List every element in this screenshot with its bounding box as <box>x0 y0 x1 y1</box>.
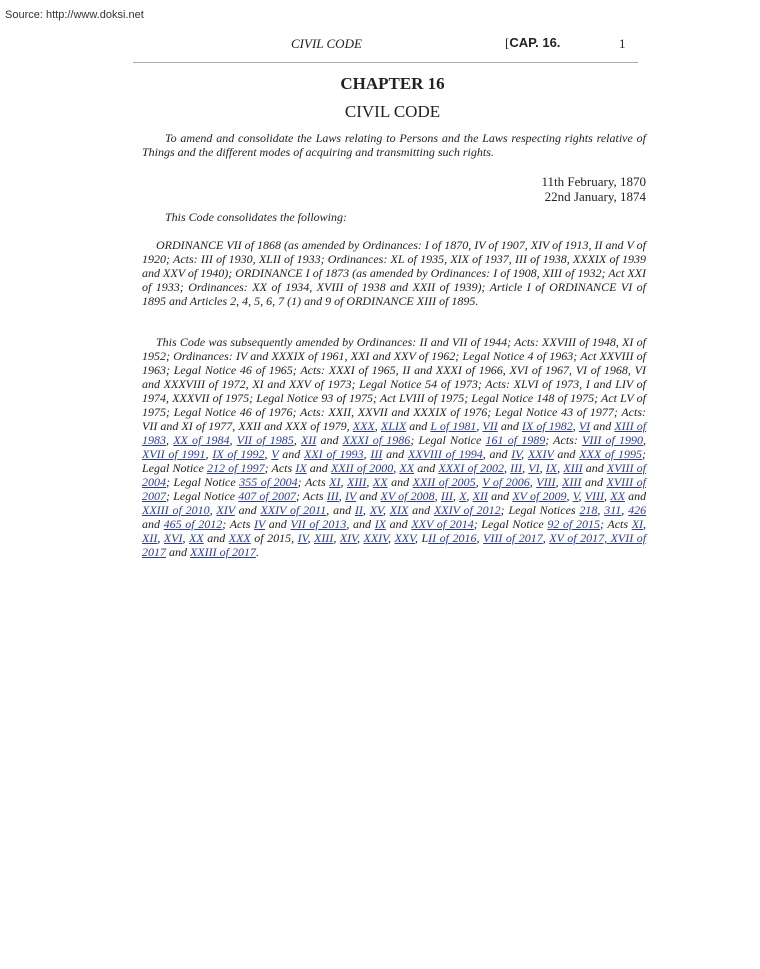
amendment-link[interactable]: XX <box>189 531 204 545</box>
amendment-link[interactable]: II of 2016 <box>428 531 477 545</box>
amendment-text: , <box>166 433 174 447</box>
amendment-link[interactable]: XXXI of 2002 <box>438 461 504 475</box>
amendment-text: ; Acts <box>295 489 327 503</box>
amendment-text: , <box>555 475 563 489</box>
amendment-text: , <box>557 461 564 475</box>
amendment-link[interactable]: XVI <box>163 531 183 545</box>
amendment-text: , <box>382 503 390 517</box>
amendment-link[interactable]: XIII <box>562 475 582 489</box>
amendment-text: and <box>316 433 343 447</box>
amendment-link[interactable]: VII of 2013 <box>290 517 347 531</box>
amendment-link[interactable]: V <box>271 447 279 461</box>
consolidates-intro: This Code consolidates the following: <box>165 210 347 224</box>
amendment-link[interactable]: XIII <box>563 461 583 475</box>
amendment-link[interactable]: IX of 1992 <box>212 447 265 461</box>
amendment-text: , <box>209 503 217 517</box>
amendment-text: ; Legal Notice <box>473 517 548 531</box>
amendment-text: , <box>521 447 528 461</box>
amendment-text: , <box>340 475 348 489</box>
amendment-link[interactable]: XX of 1984 <box>173 433 230 447</box>
amendment-link[interactable]: XIV <box>339 531 357 545</box>
amendment-link[interactable]: XII <box>300 433 317 447</box>
amendment-text: and <box>386 517 412 531</box>
amendment-link[interactable]: XXIV of 2012 <box>433 503 501 517</box>
amendment-link[interactable]: XIX <box>389 503 409 517</box>
amendment-text: . <box>255 545 259 559</box>
amendment-text: , <box>264 447 272 461</box>
amendment-text: , <box>476 531 484 545</box>
amendment-link[interactable]: IX <box>374 517 387 531</box>
amendment-text: , <box>542 531 550 545</box>
amendment-link[interactable]: 355 of 2004 <box>239 475 298 489</box>
amendment-link[interactable]: XIII <box>347 475 367 489</box>
amendment-text: and <box>414 461 439 475</box>
amendment-link[interactable]: XXV <box>394 531 415 545</box>
amendment-text: , <box>307 531 314 545</box>
amendment-text: and <box>624 489 647 503</box>
amendment-link[interactable]: VIII of 1990 <box>582 433 644 447</box>
amendment-link[interactable]: XXV of 2014 <box>411 517 474 531</box>
amendment-link[interactable]: VIII <box>536 475 556 489</box>
amendment-text: , and <box>482 447 512 461</box>
amendment-text: , <box>643 517 647 531</box>
amendment-link[interactable]: IV <box>297 531 308 545</box>
amendment-link[interactable]: IV <box>511 447 522 461</box>
amendment-link[interactable]: XXIV of 2011 <box>260 503 327 517</box>
amendment-text: and <box>265 517 291 531</box>
header-title: CIVIL CODE <box>291 36 362 51</box>
source-label: Source: http://www.doksi.net <box>5 9 144 21</box>
amendment-text: , <box>503 461 511 475</box>
amendment-link[interactable]: XV of 2017, XVII of 2017 <box>142 531 647 559</box>
amendment-link[interactable]: 465 of 2012 <box>163 517 223 531</box>
amendment-text: ; Acts <box>599 517 632 531</box>
header-rule <box>133 62 638 63</box>
amendment-text: , <box>476 419 483 433</box>
amendment-text: ; Acts <box>264 461 296 475</box>
amendment-link[interactable]: XXXI of 1986 <box>342 433 411 447</box>
amendment-link[interactable]: XIII of 1983 <box>142 419 647 447</box>
amendment-link[interactable]: XXIV <box>363 531 388 545</box>
amendment-link[interactable]: XI <box>329 475 341 489</box>
amendment-text: , <box>452 489 460 503</box>
amendment-text: ; Acts <box>297 475 330 489</box>
amendment-link[interactable]: XIII <box>313 531 334 545</box>
amendment-text: , <box>205 447 213 461</box>
amendment-link[interactable]: IX <box>295 461 307 475</box>
amendment-text: , <box>529 475 537 489</box>
amendment-text: and <box>497 419 522 433</box>
amendment-link[interactable]: III <box>440 489 453 503</box>
amendment-text: ; Legal Notice <box>166 475 240 489</box>
amendment-text: , <box>475 475 483 489</box>
amendment-link[interactable]: VII of 1985 <box>236 433 294 447</box>
amendment-link[interactable]: 218 <box>579 503 598 517</box>
amendment-link[interactable]: III <box>326 489 339 503</box>
amendment-text: and <box>142 517 164 531</box>
amendment-text: , <box>182 531 190 545</box>
amendment-text: , <box>466 489 473 503</box>
amendment-link[interactable]: XXI of 1993 <box>304 447 364 461</box>
chapter-subtitle: CIVIL CODE <box>344 102 441 121</box>
amendment-text: , <box>356 531 364 545</box>
amendment-link[interactable]: XXX of 1995 <box>579 447 643 461</box>
amendment-text: ; Acts: <box>545 433 583 447</box>
amendment-text: ; Legal Notice <box>142 447 647 475</box>
header-cap-number: CAP. 16. <box>509 35 561 50</box>
amendment-link[interactable]: II <box>354 503 363 517</box>
amendment-text: , and <box>326 503 355 517</box>
amendment-link[interactable]: XVIII of 2004 <box>142 461 647 489</box>
amendment-link[interactable]: XV <box>369 503 383 517</box>
dates-block <box>400 174 646 204</box>
amendment-text: and <box>408 503 434 517</box>
amendment-text: , <box>363 447 371 461</box>
amendment-text: , <box>621 503 629 517</box>
amendment-link[interactable]: XXX <box>228 531 251 545</box>
amendment-link[interactable]: VII <box>482 419 498 433</box>
amendment-text: and <box>487 489 513 503</box>
amendment-text: and <box>166 545 190 559</box>
amendment-link[interactable]: XX <box>372 475 388 489</box>
amendment-text: and <box>582 461 607 475</box>
amendment-link[interactable]: III <box>510 461 523 475</box>
amendment-link[interactable]: 212 of 1997 <box>206 461 265 475</box>
amendment-link[interactable]: XXII of 2000 <box>330 461 394 475</box>
amendment-link[interactable]: 407 of 2007 <box>238 489 296 503</box>
amendment-text: , <box>374 419 381 433</box>
amendment-link[interactable]: V of 2006 <box>482 475 530 489</box>
amendment-link[interactable]: XV of 2009 <box>512 489 567 503</box>
amendment-text: , and <box>346 517 375 531</box>
amendment-text: and <box>590 419 615 433</box>
amendment-text: , <box>338 489 345 503</box>
amendment-text: and <box>234 503 261 517</box>
amendment-text: , L <box>414 531 429 545</box>
amendment-link[interactable]: XXII of 2005 <box>412 475 476 489</box>
amendment-text: ; Acts <box>222 517 255 531</box>
amendment-text: , <box>566 489 573 503</box>
date-line: 11th February, 1870 <box>541 174 646 189</box>
amendment-text: , <box>604 489 611 503</box>
amendment-text: , <box>578 489 585 503</box>
header-bracket: [ <box>505 35 510 50</box>
amendment-link[interactable]: 92 of 2015 <box>547 517 600 531</box>
amendment-link[interactable]: VI <box>528 461 540 475</box>
amendment-link[interactable]: XVIII of 2007 <box>142 475 646 503</box>
amendment-text: and <box>382 447 408 461</box>
amendment-link[interactable]: XXIII of 2017 <box>190 545 256 559</box>
amendment-link[interactable]: XLIX <box>380 419 407 433</box>
amendment-link[interactable]: VIII of 2017 <box>483 531 543 545</box>
amendment-link[interactable]: XXX <box>352 419 375 433</box>
amendment-link[interactable]: XI <box>631 517 644 531</box>
amendment-link[interactable]: XII <box>142 531 158 545</box>
purpose-paragraph: To amend and consolidate the Laws relating to Persons and the Laws respecting rights relative of Things and the different modes of acquiring and transmitting such rights. <box>142 131 646 159</box>
amendment-link[interactable]: IX <box>545 461 558 475</box>
amendment-text: , <box>539 461 546 475</box>
amendment-link[interactable]: XX <box>610 489 625 503</box>
amendment-link[interactable]: XII <box>472 489 488 503</box>
amendment-text: of 2015, <box>250 531 298 545</box>
amendment-link[interactable]: III <box>370 447 383 461</box>
amendment-link[interactable]: XXIV <box>527 447 554 461</box>
header-cap <box>505 35 560 51</box>
amendment-text: , <box>597 503 605 517</box>
amendment-link[interactable]: 161 of 1989 <box>485 433 546 447</box>
amendment-text: and <box>387 475 413 489</box>
amendment-link[interactable]: X <box>459 489 467 503</box>
amendment-text: ; Legal Notices <box>500 503 580 517</box>
amendment-link[interactable]: IV <box>254 517 266 531</box>
chapter-heading: CHAPTER 16 <box>340 74 445 93</box>
amendment-text: , <box>387 531 395 545</box>
amendment-link[interactable]: 311 <box>604 503 622 517</box>
amendment-text: , <box>362 503 370 517</box>
date-line: 22nd January, 1874 <box>544 189 646 204</box>
amendment-link[interactable]: L of 1981 <box>430 419 477 433</box>
amendment-link[interactable]: XV of 2008 <box>380 489 435 503</box>
amendment-text: , <box>522 461 529 475</box>
amendment-text: ; Legal Notice <box>166 489 239 503</box>
amendment-link[interactable]: IX of 1982 <box>521 419 573 433</box>
amendment-text: ; Legal Notice <box>410 433 486 447</box>
amendment-text: , <box>434 489 441 503</box>
amendment-text: , <box>643 433 647 447</box>
amendment-text: , <box>293 433 301 447</box>
amendment-link[interactable]: XXIII of 2010 <box>142 503 210 517</box>
amendment-text: and <box>553 447 580 461</box>
amendment-text: , <box>333 531 340 545</box>
amendment-text: and <box>203 531 229 545</box>
amendment-text: and <box>406 419 431 433</box>
amendment-text: , <box>393 461 400 475</box>
amendment-link[interactable]: VIII <box>584 489 605 503</box>
amendment-text: and <box>581 475 607 489</box>
amendment-text: , <box>572 419 579 433</box>
ordinance-paragraph: ORDINANCE VII of 1868 (as amended by Ordinances: I of 1870, IV of 1907, XIV of 1913, II and V of 1920; Acts: III of 1930, XLII of 1933; Ordinances: XL of 1935, XIX of 1937, III of 1938, XXXIX of 1939 and XXV of 1940); ORDINANCE I of 1873 (as amended by Ordinances: I of 1908, XIII of 1932; Act XXI of 1933; Ordinances: XX of 1934, XVIII of 1938 and XXII of 1939); Article I of ORDINANCE VI of 1895 and Articles 2, 4, 5, 6, 7 (1) and 9 of ORDINANCE XIII of 1895. <box>142 238 646 308</box>
amendment-link[interactable]: V <box>572 489 579 503</box>
amendment-text: , <box>157 531 164 545</box>
amendment-link[interactable]: 426 <box>628 503 647 517</box>
amendment-link[interactable]: XVII of 1991 <box>142 447 206 461</box>
amendment-text: , <box>366 475 373 489</box>
amendment-link[interactable]: IV <box>344 489 357 503</box>
amendment-link[interactable]: XX <box>399 461 415 475</box>
amendment-text: and <box>278 447 304 461</box>
amendment-link[interactable]: XXVIII of 1994 <box>407 447 483 461</box>
amendments-paragraph <box>142 335 646 559</box>
amendment-text: , <box>229 433 237 447</box>
amendment-text: This Code was subsequently amended by Ordinances: II and VII of 1944; Acts: XXVIII of 1948, XI of 1952; Ordinances: IV and XXXIX of 1961, XXI and XXV of 1962; Legal Notice 4 of 1963; Act XXVIII of 1963; Legal Notice 46 of 1965; Acts: XXXI of 1965, II and XXXI of 1966, XVI of 1967, VI of 1968, VI and XXXVIII of 1972, XI and XXV of 1973; Legal Notice 54 of 1973; Acts: XLVI of 1973, I and LIV of 1974, XXXVII of 1975; Legal Notice 93 of 1975; Act LVIII of 1975; Legal Notice 148 of 1975; Act LV of 1975; Legal Notice 46 of 1976; Acts: XXII, XXVII and XXXIX of 1976; Legal Notice 43 of 1977; Acts: VII and XI of 1977, XXII and XXX of 1979, <box>142 335 646 433</box>
page-number: 1 <box>619 36 626 51</box>
amendment-link[interactable]: VI <box>578 419 591 433</box>
amendment-link[interactable]: XIV <box>216 503 235 517</box>
amendment-text: and <box>356 489 381 503</box>
amendment-text: and <box>306 461 331 475</box>
